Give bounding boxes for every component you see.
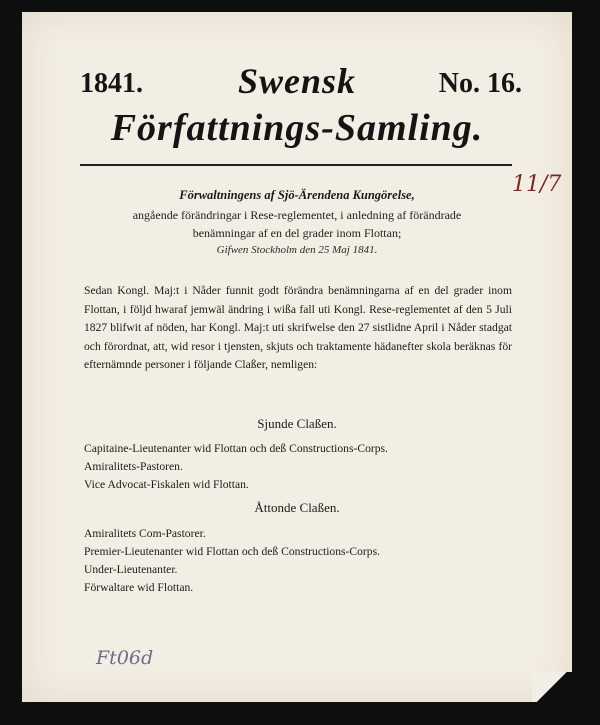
list-item: Förwaltare wid Flottan. bbox=[84, 581, 194, 594]
class-title-eighth: Åttonde Claßen. bbox=[254, 500, 340, 515]
masthead-title-line1: Swensk bbox=[237, 61, 357, 101]
class-title-seventh: Sjunde Claßen. bbox=[257, 416, 337, 431]
decree-subtitle-line1: angående förändringar i Rese-reglementet, i anledning af förändrade bbox=[132, 208, 462, 222]
document-page bbox=[22, 12, 572, 702]
list-item: Amiralitets Com-Pastorer. bbox=[84, 527, 206, 540]
year: 1841. bbox=[80, 68, 143, 99]
handwritten-signature: Ft06d bbox=[96, 647, 154, 669]
decree-subtitle-line2: benämningar af en del grader inom Flottan; bbox=[192, 226, 402, 240]
list-item: Vice Advocat-Fiskalen wid Flottan. bbox=[84, 478, 249, 491]
class-list-seventh bbox=[84, 440, 512, 494]
handwritten-margin-note: 11/7 bbox=[512, 172, 562, 197]
list-item: Premier-Lieutenanter wid Flottan och deß Constructions-Corps. bbox=[84, 545, 380, 558]
list-item: Capitaine-Lieutenanter wid Flottan och deß Constructions-Corps. bbox=[84, 442, 388, 455]
list-item: Under-Lieutenanter. bbox=[84, 563, 178, 576]
list-item: Amiralitets-Pastoren. bbox=[84, 460, 183, 473]
masthead bbox=[22, 56, 572, 166]
decree-date: Gifwen Stockholm den 25 Maj 1841. bbox=[216, 244, 378, 256]
class-list-eighth bbox=[84, 525, 512, 597]
body-paragraph: Sedan Kongl. Maj:t i Nåder funnit godt förändra benämningarna af en del grader inom Flottan, i följd hwaraf jemwäl ändring i wißa fall uti Kongl. Rese-reglementet af den 5 Juli 1827 blifwit af nöden, har Kongl. Maj:t uti skrifwelse den 27 sistlidne April i Nåder stadgat och förordnat, att, wid resor i tjensten, skjuts och traktamente hädanefter skola beräknas för efternämnde personer i följande Claßer, nemligen: bbox=[84, 284, 512, 371]
torn-corner bbox=[532, 672, 572, 702]
issue-number: No. 16. bbox=[438, 68, 522, 99]
masthead-title-line2: Författnings-Samling. bbox=[110, 107, 484, 149]
masthead-rule bbox=[80, 164, 512, 166]
decree-heading: Förwaltningens af Sjö-Ärendena Kungörelse, bbox=[179, 188, 415, 202]
